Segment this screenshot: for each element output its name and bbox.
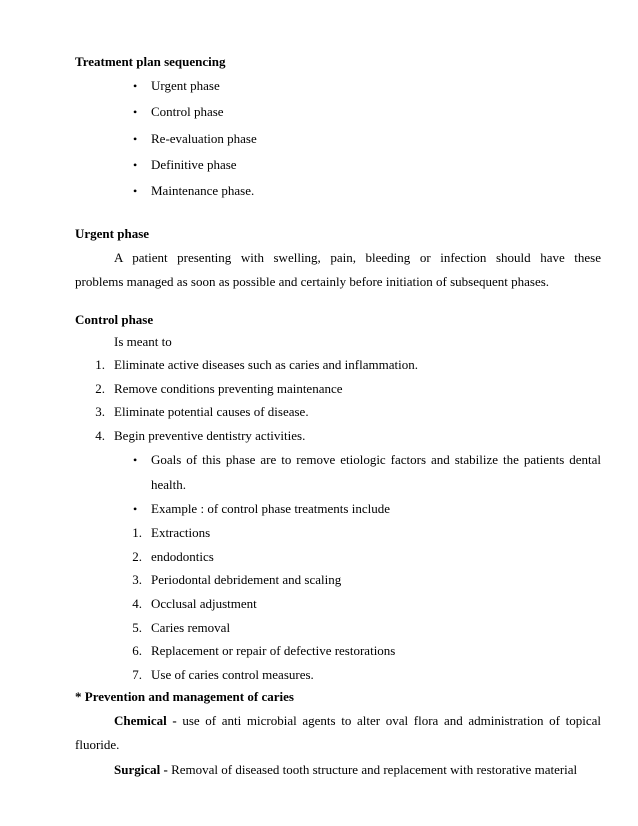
chemical-label: Chemical - <box>114 713 177 728</box>
phase-item: Urgent phase <box>151 78 220 93</box>
list-number: 1. <box>132 525 142 540</box>
phase-item: Definitive phase <box>151 157 237 172</box>
list-number: 3. <box>95 404 105 419</box>
list-number: 4. <box>132 596 142 611</box>
list-number: 1. <box>95 357 105 372</box>
urgent-paragraph-line: A patient presenting with swelling, pain, bleeding or infection should have these <box>114 250 601 265</box>
treatment-item: Replacement or repair of defective restorations <box>151 643 396 658</box>
aim-item: Eliminate potential causes of disease. <box>114 404 309 419</box>
bullet-icon: • <box>133 105 138 119</box>
aim-item: Eliminate active diseases such as caries and inflammation. <box>114 357 418 372</box>
surgical-label: Surgical - <box>114 762 168 777</box>
goals-line: Goals of this phase are to remove etiologic factors and stabilize the patients dental <box>151 452 601 467</box>
aim-item: Remove conditions preventing maintenance <box>114 381 343 396</box>
phase-item: Control phase <box>151 104 224 119</box>
treatment-item: Periodontal debridement and scaling <box>151 572 342 587</box>
list-number: 3. <box>132 572 142 587</box>
bullet-icon: • <box>133 502 138 516</box>
treatment-item: endodontics <box>151 549 214 564</box>
control-intro: Is meant to <box>114 334 172 349</box>
list-number: 6. <box>132 643 142 658</box>
list-number: 2. <box>95 381 105 396</box>
bullet-icon: • <box>133 453 138 467</box>
list-number: 4. <box>95 428 105 443</box>
prevention-heading: * Prevention and management of caries <box>75 689 294 704</box>
control-heading: Control phase <box>75 312 154 327</box>
chemical-line <box>114 713 601 729</box>
phase-item: Re-evaluation phase <box>151 131 257 146</box>
aim-item: Begin preventive dentistry activities. <box>114 428 306 443</box>
bullet-icon: • <box>133 158 138 172</box>
list-number: 7. <box>132 667 142 682</box>
bullet-icon: • <box>133 132 138 146</box>
urgent-heading: Urgent phase <box>75 226 150 241</box>
treatment-item: Occlusal adjustment <box>151 596 257 611</box>
list-number: 2. <box>132 549 142 564</box>
list-number: 5. <box>132 620 142 635</box>
goals-line: health. <box>151 477 187 492</box>
treatment-item: Extractions <box>151 525 211 540</box>
bullet-icon: • <box>133 79 138 93</box>
sequencing-heading: Treatment plan sequencing <box>75 54 226 69</box>
urgent-paragraph-line: problems managed as soon as possible and certainly before initiation of subsequent phases. <box>75 274 550 289</box>
treatment-item: Caries removal <box>151 620 231 635</box>
surgical-line <box>114 762 577 778</box>
chemical-line: fluoride. <box>75 737 120 752</box>
surgical-text: Removal of diseased tooth structure and replacement with restorative material <box>167 762 578 777</box>
example-line: Example : of control phase treatments include <box>151 501 390 516</box>
phase-item: Maintenance phase. <box>151 183 255 198</box>
treatment-item: Use of caries control measures. <box>151 667 314 682</box>
bullet-icon: • <box>133 184 138 198</box>
chemical-text: use of anti microbial agents to alter oval flora and administration of topical <box>176 713 601 728</box>
